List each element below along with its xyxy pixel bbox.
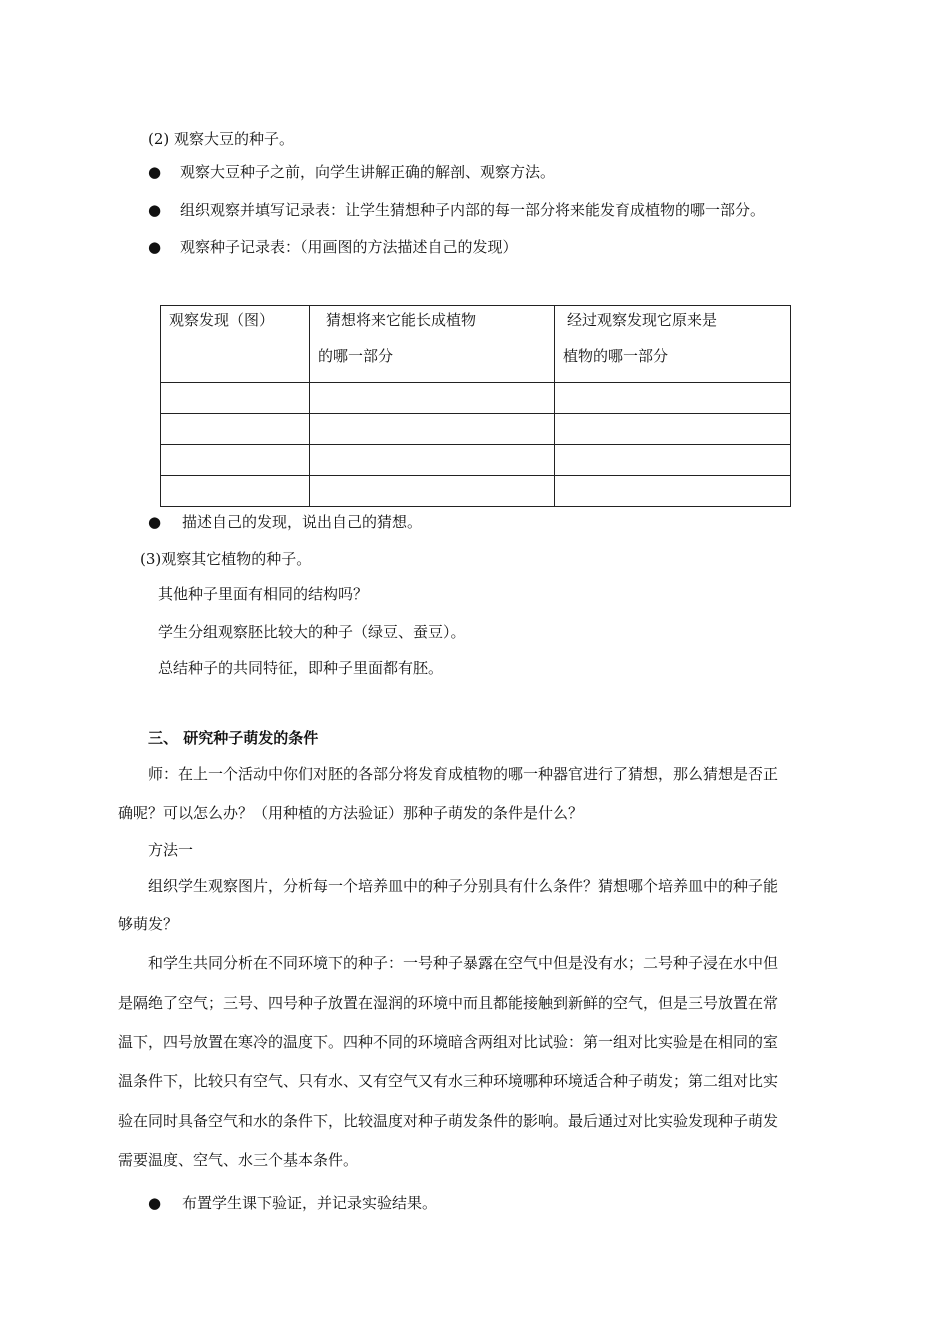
bullet-text: 观察大豆种子之前，向学生讲解正确的解剖、观察方法。 [180, 163, 556, 181]
table-header-cell [310, 306, 555, 383]
table-row [161, 383, 791, 414]
paragraph-line: 和学生共同分析在不同环境下的种子：一号种子暴露在空气中但是没有水；二号种子浸在水中但 [148, 954, 779, 972]
table-header-row [161, 306, 791, 383]
bullet-icon: ● [148, 238, 162, 256]
bullet-icon: ● [148, 163, 162, 181]
table-cell [310, 476, 555, 507]
seed-observation-table [160, 305, 791, 507]
table-cell [310, 414, 555, 445]
table-cell [161, 476, 310, 507]
paragraph-line: 总结种子的共同特征，即种子里面都有胚。 [158, 659, 444, 677]
paragraph-line: 是隔绝了空气；三号、四号种子放置在湿润的环境中而且都能接触到新鲜的空气，但是三号放置在常 [118, 994, 779, 1012]
table-header-cell [161, 306, 310, 383]
bullet-text: 观察种子记录表：（用画图的方法描述自己的发现） [180, 238, 518, 256]
table-header-cell [555, 306, 791, 383]
header-line: 的哪一部分 [318, 347, 394, 365]
table-cell [310, 383, 555, 414]
paragraph-line: 学生分组观察胚比较大的种子（绿豆、蚕豆）。 [158, 623, 466, 641]
paragraph-line: 够萌发？ [118, 915, 179, 933]
table-row [161, 476, 791, 507]
paragraph-line: 需要温度、空气、水三个基本条件。 [118, 1151, 359, 1169]
bullet-text: 组织观察并填写记录表：让学生猜想种子内部的每一部分将来能发育成植物的哪一部分。 [180, 201, 766, 219]
paragraph-line: 确呢？可以怎么办？（用种植的方法验证）那种子萌发的条件是什么？ [118, 804, 584, 822]
table-cell [161, 383, 310, 414]
table-cell [555, 476, 791, 507]
bullet-text: 描述自己的发现，说出自己的猜想。 [182, 513, 423, 531]
paragraph-line: 其他种子里面有相同的结构吗？ [158, 585, 369, 603]
part-3-heading: 三、 研究种子萌发的条件 [148, 729, 319, 747]
table-cell [555, 445, 791, 476]
section-2-heading: (2) 观察大豆的种子。 [148, 130, 295, 148]
section-3-heading: (3)观察其它植物的种子。 [140, 550, 312, 568]
method-label: 方法一 [148, 841, 194, 859]
paragraph-line: 验在同时具备空气和水的条件下，比较温度对种子萌发条件的影响。最后通过对比实验发现种子萌发 [118, 1112, 779, 1130]
table-cell [310, 445, 555, 476]
header-line: 植物的哪一部分 [563, 347, 669, 365]
header-line: 经过观察发现它原来是 [567, 311, 718, 329]
paragraph-line: 组织学生观察图片，分析每一个培养皿中的种子分别具有什么条件？猜想哪个培养皿中的种子能 [148, 877, 779, 895]
bullet-text: 布置学生课下验证，并记录实验结果。 [182, 1194, 438, 1212]
header-line: 猜想将来它能长成植物 [326, 311, 477, 329]
paragraph-line: 温下，四号放置在寒冷的温度下。四种不同的环境暗含两组对比试验：第一组对比实验是在相同的室 [118, 1033, 779, 1051]
paragraph-line: 师：在上一个活动中你们对胚的各部分将发育成植物的哪一种器官进行了猜想，那么猜想是否正 [148, 765, 779, 783]
table-row [161, 414, 791, 445]
bullet-icon: ● [148, 201, 162, 219]
header-line: 观察发现（图） [169, 311, 275, 329]
table-cell [161, 414, 310, 445]
table-cell [161, 445, 310, 476]
bullet-icon: ● [148, 513, 162, 531]
table-cell [555, 414, 791, 445]
table-row [161, 445, 791, 476]
paragraph-line: 温条件下，比较只有空气、只有水、又有空气又有水三种环境哪种环境适合种子萌发；第二组对比实 [118, 1072, 779, 1090]
bullet-icon: ● [148, 1194, 162, 1212]
table-cell [555, 383, 791, 414]
